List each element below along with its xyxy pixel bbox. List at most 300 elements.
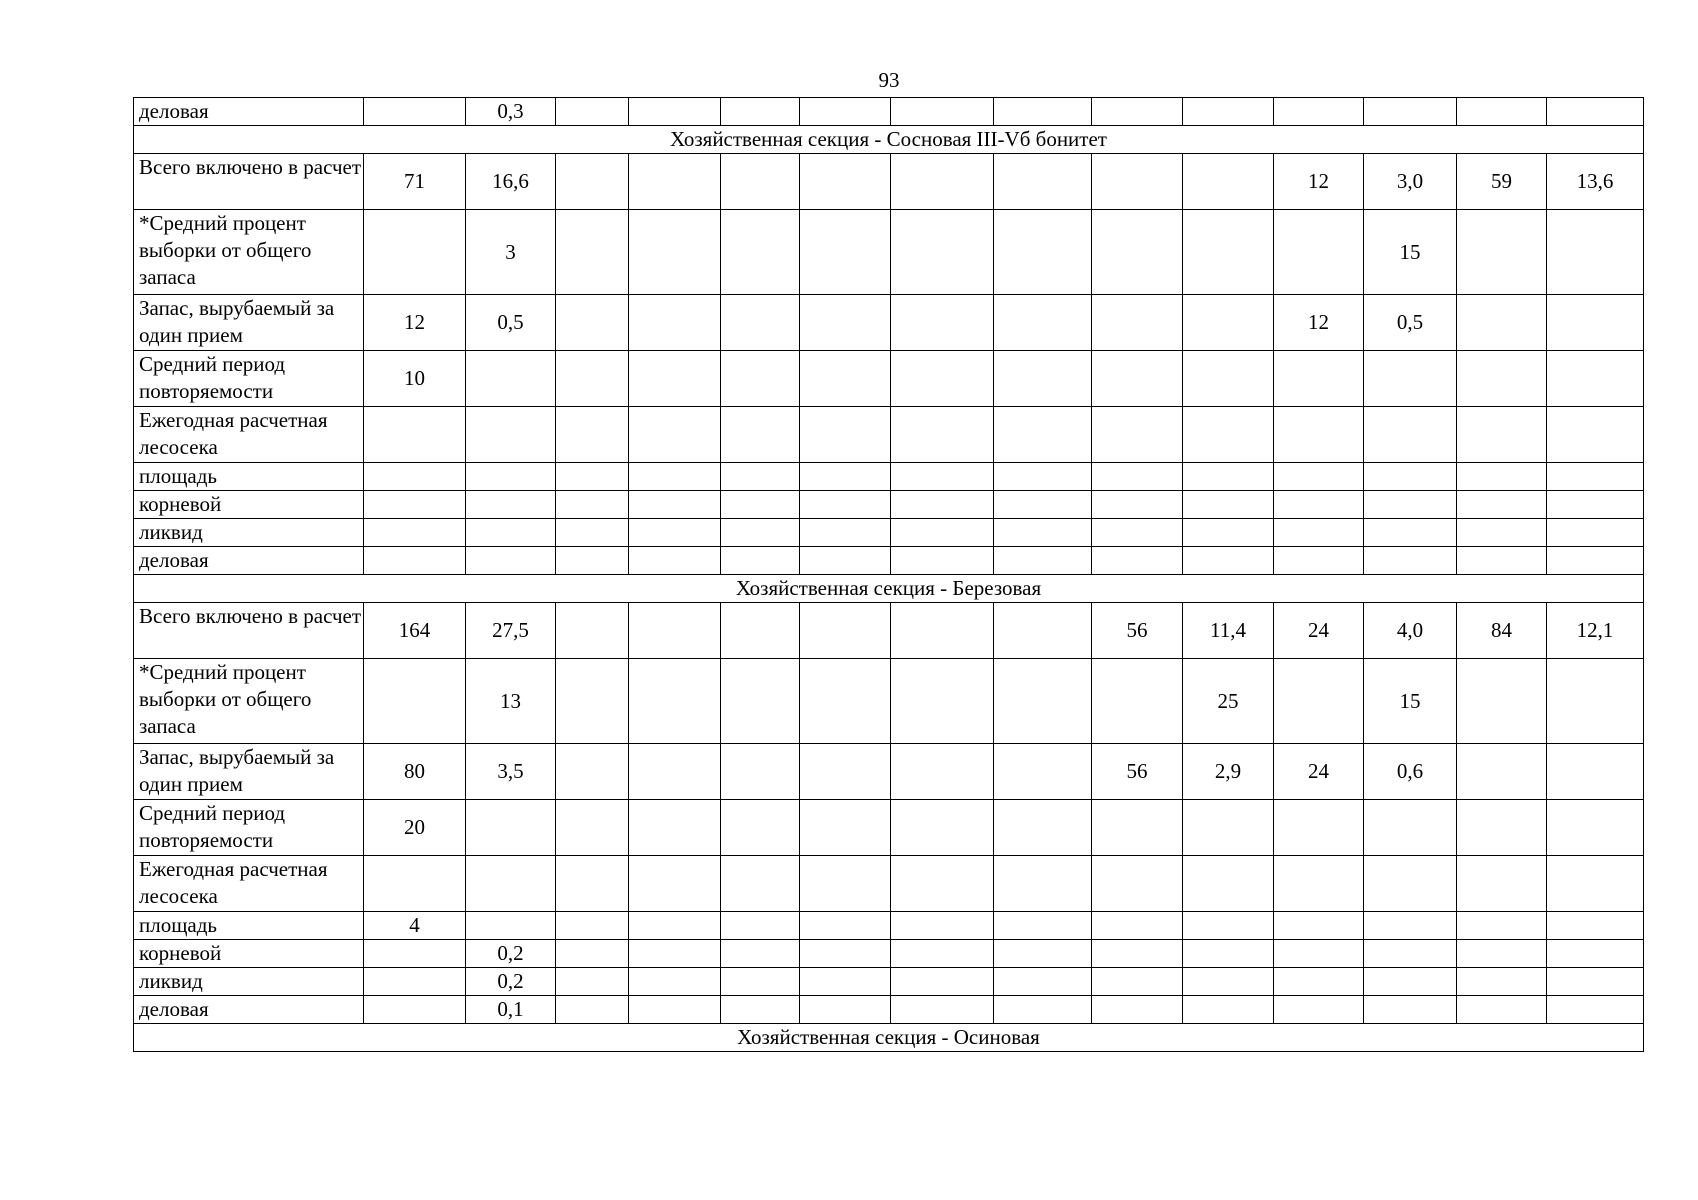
table-cell: 0,5 [466,295,556,351]
table-cell [556,295,629,351]
table-cell [556,463,629,491]
row-label: корневой [134,491,364,519]
table-cell [994,351,1092,407]
table-cell [721,968,800,996]
table-cell [556,996,629,1024]
table-cell [1457,98,1547,126]
table-cell [1457,547,1547,575]
table-cell: 0,3 [466,98,556,126]
table-cell [1364,491,1457,519]
table-cell [1547,744,1644,800]
table-row [134,800,1644,856]
section-title: Хозяйственная секция - Березовая [134,575,1644,603]
table-cell [994,491,1092,519]
row-label: Всего включено в расчет [134,603,364,659]
table-cell [994,968,1092,996]
table-cell [1092,295,1183,351]
table-cell [556,491,629,519]
table-cell [891,968,994,996]
table-cell [364,98,466,126]
table-cell: 13,6 [1547,154,1644,210]
table-cell [1274,856,1364,912]
table-cell [800,210,891,295]
table-cell: 25 [1183,659,1274,744]
table-cell [1183,154,1274,210]
table-cell [466,856,556,912]
table-cell [994,940,1092,968]
table-cell [1274,996,1364,1024]
table-cell [1274,547,1364,575]
table-cell [556,744,629,800]
row-label: Ежегодная расчетная лесосека [134,407,364,463]
table-cell [1364,996,1457,1024]
table-cell: 20 [364,800,466,856]
table-row [134,491,1644,519]
row-label: Всего включено в расчет [134,154,364,210]
table-cell [1547,996,1644,1024]
table-row [134,856,1644,912]
table-cell [1457,968,1547,996]
table-cell [1092,800,1183,856]
table-cell [891,154,994,210]
table-cell [629,800,721,856]
table-cell [1364,856,1457,912]
table-cell [466,547,556,575]
table-cell [994,603,1092,659]
table-cell [1457,351,1547,407]
table-cell [721,351,800,407]
row-label: ликвид [134,519,364,547]
table-cell [556,940,629,968]
table-cell [1183,463,1274,491]
table-cell [1364,519,1457,547]
table-cell [1092,463,1183,491]
table-cell [721,407,800,463]
table-cell [891,491,994,519]
table-cell [891,519,994,547]
table-cell [1092,351,1183,407]
table-cell [1457,744,1547,800]
table-cell [466,912,556,940]
table-cell [1457,940,1547,968]
table-cell [721,912,800,940]
table-cell [1547,463,1644,491]
table-cell [994,744,1092,800]
table-cell [800,463,891,491]
table-cell [364,463,466,491]
table-cell [994,547,1092,575]
table-cell [629,519,721,547]
table-cell: 24 [1274,603,1364,659]
table-cell [1364,968,1457,996]
table-cell [1092,519,1183,547]
table-cell [556,912,629,940]
table-cell [994,407,1092,463]
table-cell [466,800,556,856]
table-cell [1457,800,1547,856]
table-cell [364,968,466,996]
section-title: Хозяйственная секция - Сосновая III-Vб бонитет [134,126,1644,154]
table-cell: 16,6 [466,154,556,210]
table-cell [1547,407,1644,463]
table-cell [1547,491,1644,519]
table-cell [721,744,800,800]
table-cell [721,154,800,210]
table-cell [466,351,556,407]
table-cell: 12 [1274,295,1364,351]
table-cell [994,98,1092,126]
table-cell [721,940,800,968]
table-cell [1457,295,1547,351]
table-cell [1183,519,1274,547]
table-cell [466,407,556,463]
row-label: *Средний процент выборки от общего запаса [134,210,364,295]
table-cell [1547,547,1644,575]
table-cell [994,996,1092,1024]
table-cell [629,547,721,575]
table-row [134,968,1644,996]
table-row [134,547,1644,575]
table-cell [891,407,994,463]
table-cell [556,519,629,547]
table-cell [556,210,629,295]
table-cell [800,744,891,800]
table-cell [364,210,466,295]
table-cell [364,856,466,912]
table-row [134,519,1644,547]
table-cell [891,603,994,659]
table-cell [1183,98,1274,126]
table-cell [721,800,800,856]
row-label: площадь [134,912,364,940]
table-cell [556,800,629,856]
table-cell [1183,295,1274,351]
table-cell [629,744,721,800]
table-cell [721,491,800,519]
table-cell [1274,659,1364,744]
table-cell [891,210,994,295]
table-cell [891,912,994,940]
table-cell [629,996,721,1024]
table-cell [1457,659,1547,744]
table-cell [1274,519,1364,547]
table-cell [1457,519,1547,547]
table-cell [1364,407,1457,463]
table-cell: 80 [364,744,466,800]
row-label: Запас, вырубаемый за один прием [134,295,364,351]
table-cell [1092,659,1183,744]
table-cell [721,295,800,351]
table-cell [1274,98,1364,126]
page-number: 93 [878,68,900,92]
table-cell [721,210,800,295]
table-cell [629,351,721,407]
table-cell [1547,295,1644,351]
table-cell [891,659,994,744]
table-cell [994,295,1092,351]
table-row [134,463,1644,491]
table-cell [800,547,891,575]
table-cell: 0,2 [466,940,556,968]
table-cell [1547,210,1644,295]
table-cell [364,996,466,1024]
table-row [134,659,1644,744]
table-cell: 164 [364,603,466,659]
table-cell [800,968,891,996]
table-row [134,210,1644,295]
table-cell: 84 [1457,603,1547,659]
table-cell [364,547,466,575]
table-cell [721,519,800,547]
table-cell [629,407,721,463]
table-cell [1274,968,1364,996]
table-row [134,154,1644,210]
table-cell: 12,1 [1547,603,1644,659]
table-cell [1092,407,1183,463]
table-cell [364,940,466,968]
table-cell [994,800,1092,856]
table-cell [1547,800,1644,856]
table-cell [1274,407,1364,463]
table-cell [721,547,800,575]
table-cell [629,912,721,940]
table-cell [1183,800,1274,856]
table-cell [891,98,994,126]
table-cell: 3,5 [466,744,556,800]
row-label: площадь [134,463,364,491]
table-cell [1457,210,1547,295]
table-cell: 4 [364,912,466,940]
table-cell [1547,659,1644,744]
table-cell [1274,491,1364,519]
table-cell [556,407,629,463]
table-body [134,98,1644,1052]
row-label: Запас, вырубаемый за один прием [134,744,364,800]
table-cell [891,856,994,912]
table-cell [1183,968,1274,996]
row-label: деловая [134,547,364,575]
table-cell [1183,996,1274,1024]
table-cell: 15 [1364,210,1457,295]
table-cell [721,996,800,1024]
table-cell [466,519,556,547]
table-cell [721,856,800,912]
table-row [134,407,1644,463]
table-cell [1183,856,1274,912]
table-cell [800,98,891,126]
table-cell [1274,463,1364,491]
row-label: корневой [134,940,364,968]
table-cell [629,98,721,126]
table-cell [629,856,721,912]
table-row [134,351,1644,407]
table-cell [891,463,994,491]
table-cell [1364,463,1457,491]
table-cell [800,407,891,463]
table-cell [1183,351,1274,407]
table-cell [1457,491,1547,519]
table-cell [1274,351,1364,407]
table-cell [629,659,721,744]
table-cell: 12 [364,295,466,351]
table-cell [556,547,629,575]
table-cell [891,295,994,351]
table-cell [556,98,629,126]
table-cell [891,351,994,407]
table-cell [1183,547,1274,575]
table-cell [1092,968,1183,996]
table-cell [1274,210,1364,295]
section-header-row [134,126,1644,154]
table-cell [629,295,721,351]
table-cell [1092,856,1183,912]
table-cell [1092,940,1183,968]
table-row [134,295,1644,351]
table-cell [800,603,891,659]
table-row [134,744,1644,800]
table-cell [364,407,466,463]
table-cell [1457,996,1547,1024]
table-cell [556,603,629,659]
table-cell [721,463,800,491]
table-cell [891,996,994,1024]
table-cell [891,940,994,968]
table-cell [1364,98,1457,126]
table-cell: 0,5 [1364,295,1457,351]
row-label: деловая [134,996,364,1024]
table-cell: 0,2 [466,968,556,996]
table-cell [994,154,1092,210]
row-label: Средний период повторяемости [134,800,364,856]
cutting-calculation-table [133,97,1644,1052]
table-cell [1183,940,1274,968]
table-cell [1457,856,1547,912]
table-row [134,98,1644,126]
table-cell [1457,407,1547,463]
table-cell [800,491,891,519]
table-cell: 0,6 [1364,744,1457,800]
table-cell [1547,98,1644,126]
table-cell [1457,912,1547,940]
table-cell [1092,154,1183,210]
table-row [134,996,1644,1024]
table-cell [364,519,466,547]
table-cell [994,912,1092,940]
table-cell [1364,940,1457,968]
table-cell [1092,210,1183,295]
table-cell [1547,519,1644,547]
table-cell [1457,463,1547,491]
table-cell [556,968,629,996]
row-label: ликвид [134,968,364,996]
table-cell [556,154,629,210]
table-cell [364,491,466,519]
table-cell [629,603,721,659]
table-cell [364,659,466,744]
table-cell [1183,210,1274,295]
table-cell [994,210,1092,295]
row-label: деловая [134,98,364,126]
table-cell [1274,912,1364,940]
table-cell [721,603,800,659]
table-cell [1183,491,1274,519]
table-cell [1183,912,1274,940]
table-cell: 13 [466,659,556,744]
table-cell: 0,1 [466,996,556,1024]
table-cell [800,912,891,940]
table-cell [1092,98,1183,126]
table-cell [556,659,629,744]
table-cell [800,351,891,407]
table-row [134,940,1644,968]
section-header-row [134,1024,1644,1052]
table-row [134,912,1644,940]
row-label: *Средний процент выборки от общего запаса [134,659,364,744]
table-cell [800,996,891,1024]
table-cell [1274,940,1364,968]
row-label: Ежегодная расчетная лесосека [134,856,364,912]
table-cell: 56 [1092,744,1183,800]
table-cell [1547,351,1644,407]
table-cell [629,210,721,295]
table-cell: 2,9 [1183,744,1274,800]
table-cell [629,940,721,968]
table-cell: 12 [1274,154,1364,210]
table-cell [1547,912,1644,940]
table-cell [466,491,556,519]
table-cell [1547,856,1644,912]
table-cell [721,659,800,744]
table-cell [1274,800,1364,856]
table-cell: 15 [1364,659,1457,744]
table-cell [994,519,1092,547]
table-cell [629,491,721,519]
table-cell [800,295,891,351]
table-cell [1364,912,1457,940]
section-title: Хозяйственная секция - Осиновая [134,1024,1644,1052]
table-cell: 10 [364,351,466,407]
table-cell: 59 [1457,154,1547,210]
table-cell: 4,0 [1364,603,1457,659]
table-cell: 56 [1092,603,1183,659]
table-cell [994,463,1092,491]
table-cell [1364,351,1457,407]
table-cell [1092,912,1183,940]
table-cell [1547,968,1644,996]
table-cell: 11,4 [1183,603,1274,659]
table-cell [1092,491,1183,519]
table-cell [800,800,891,856]
table-cell [891,744,994,800]
table-row [134,603,1644,659]
table-cell [800,659,891,744]
table-cell [721,98,800,126]
section-header-row [134,575,1644,603]
table-cell [800,154,891,210]
table-cell: 71 [364,154,466,210]
table-cell: 24 [1274,744,1364,800]
table-cell [800,940,891,968]
table-cell [466,463,556,491]
table-cell [629,968,721,996]
table-cell: 3 [466,210,556,295]
table-cell [556,351,629,407]
table-cell [800,856,891,912]
table-cell [891,547,994,575]
table-cell [1183,407,1274,463]
table-cell [800,519,891,547]
table-cell [1364,547,1457,575]
